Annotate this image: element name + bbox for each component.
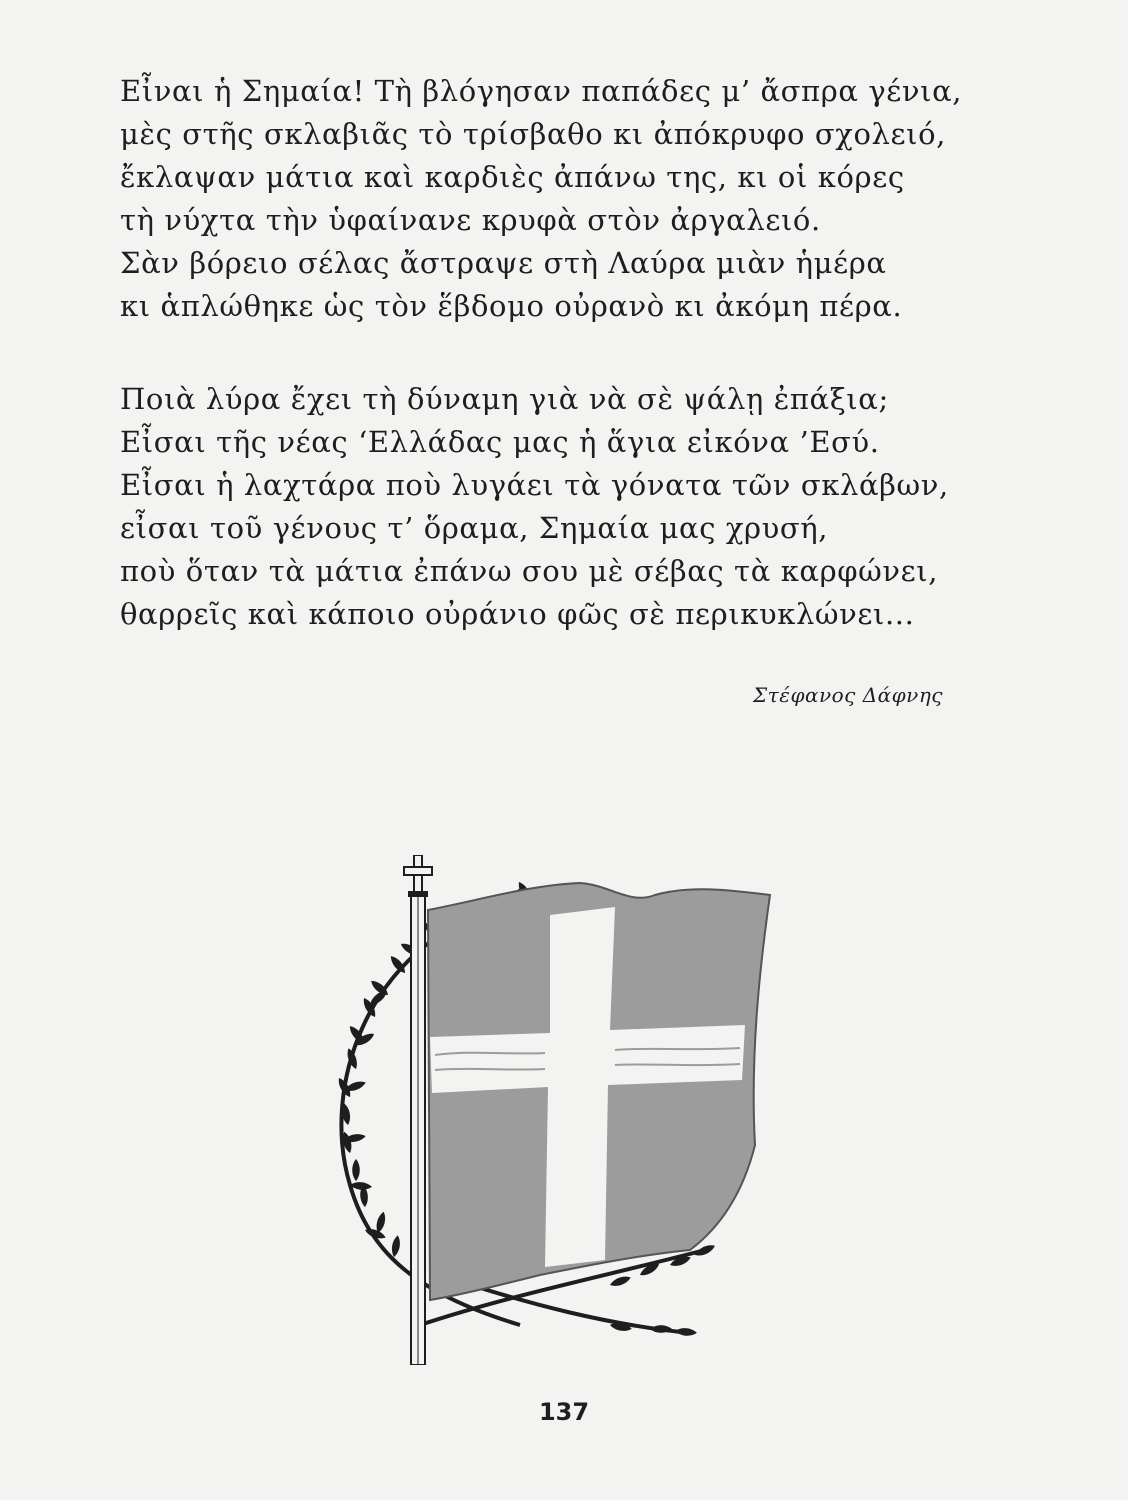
poem-line: Εἶσαι τῆς νέας ‘Ελλάδας μας ἡ ἅγια εἰκόνα ’Εσύ. bbox=[120, 425, 880, 459]
page-number: 137 bbox=[538, 1398, 590, 1426]
poem-line: μὲς στῆς σκλαβιᾶς τὸ τρίσβαθο κι ἀπόκρυφο σχολειό, bbox=[120, 117, 946, 151]
poem-line: Σὰν βόρειο σέλας ἄστραψε στὴ Λαύρα μιὰν ἡμέρα bbox=[120, 246, 887, 280]
poem-line: θαρρεῖς καὶ κάποιο οὐράνιο φῶς σὲ περικυκλώνει... bbox=[120, 597, 915, 631]
poem-line: εἶσαι τοῦ γένους τ’ ὅραμα, Σημαία μας χρυσή, bbox=[120, 511, 829, 545]
flag-illustration bbox=[310, 855, 810, 1365]
poem-line: ἔκλαψαν μάτια καὶ καρδιὲς ἀπάνω της, κι οἱ κόρες bbox=[120, 160, 905, 194]
poem-author: Στέφανος Δάφνης bbox=[753, 683, 943, 707]
poem-stanza-2 bbox=[120, 378, 980, 636]
poem-line: Εἶσαι ἡ λαχτάρα ποὺ λυγάει τὰ γόνατα τῶν σκλάβων, bbox=[120, 468, 949, 502]
poem-stanza-1 bbox=[120, 70, 980, 328]
poem-line: κι ἁπλώθηκε ὡς τὸν ἕβδομο οὐρανὸ κι ἀκόμη πέρα. bbox=[120, 289, 903, 323]
poem-line: τὴ νύχτα τὴν ὑφαίνανε κρυφὰ στὸν ἀργαλειό. bbox=[120, 203, 821, 237]
poem-line: Εἶναι ἡ Σημαία! Τὴ βλόγησαν παπάδες μ’ ἄσπρα γένια, bbox=[120, 74, 963, 108]
poem-line: Ποιὰ λύρα ἔχει τὴ δύναμη γιὰ νὰ σὲ ψάλῃ ἐπάξια; bbox=[120, 382, 889, 416]
greek-flag bbox=[428, 883, 770, 1300]
poem-line: ποὺ ὅταν τὰ μάτια ἐπάνω σου μὲ σέβας τὰ καρφώνει, bbox=[120, 554, 939, 588]
greek-flag-laurel-illustration bbox=[310, 855, 810, 1365]
